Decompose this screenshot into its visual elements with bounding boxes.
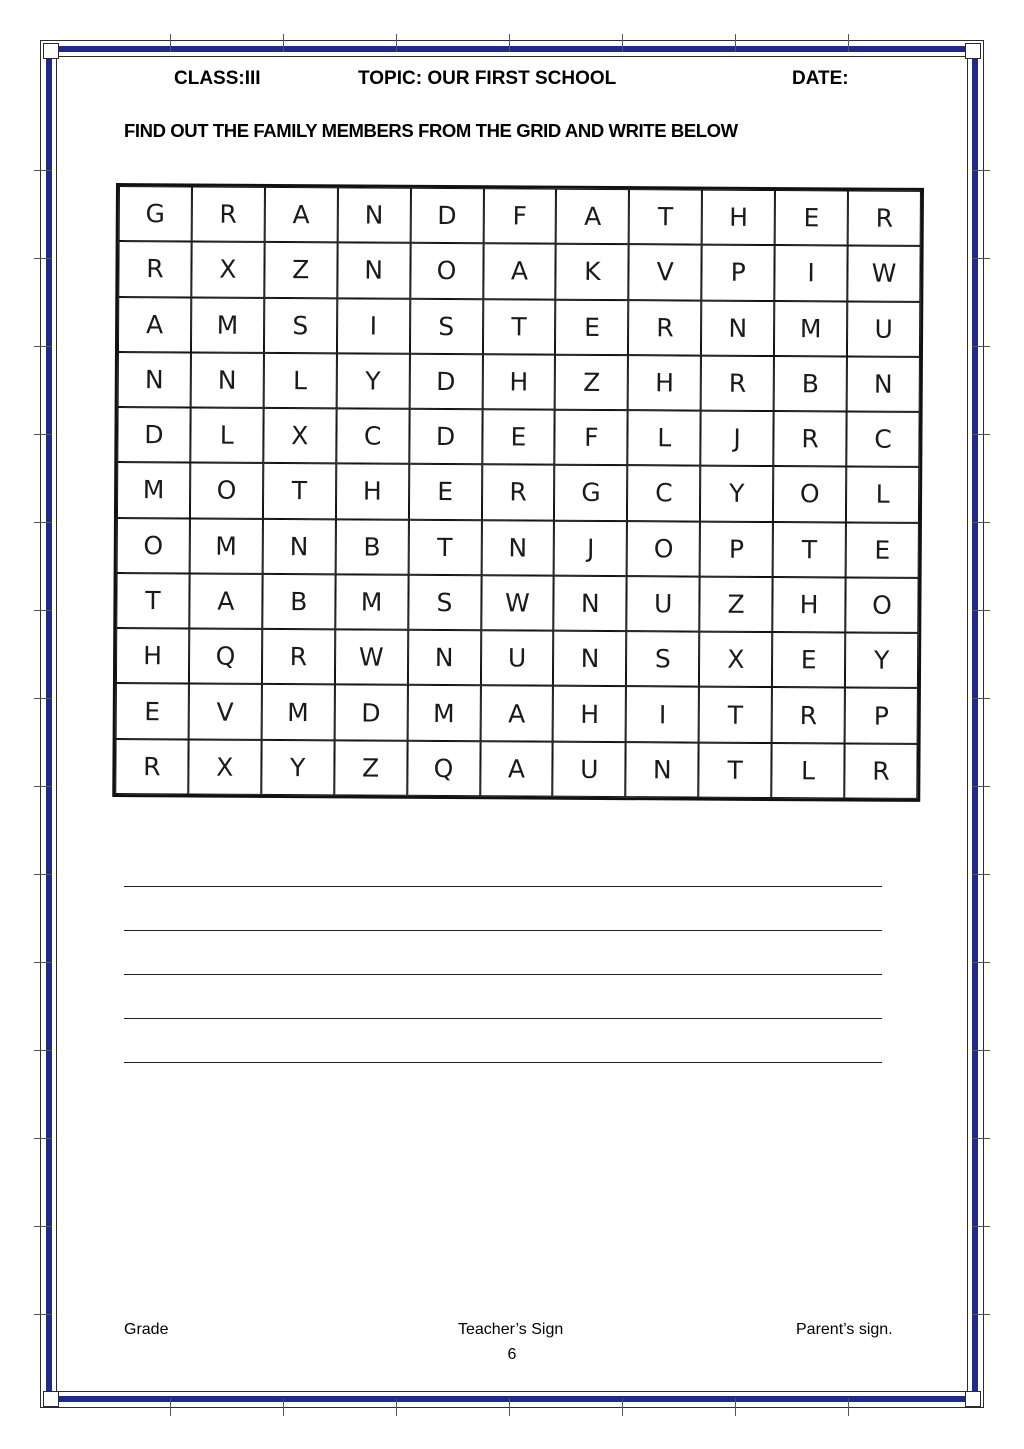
border-tick [509,1398,510,1416]
grid-cell: N [191,352,264,408]
grid-cell: R [844,743,917,799]
grid-cell: N [847,356,920,412]
grid-cell: M [335,574,408,630]
border-corner [43,1391,59,1407]
grid-cell: E [846,522,919,578]
border-tick [972,874,990,875]
grid-cell: T [408,519,481,575]
word-search-grid [112,183,924,802]
grid-cell: A [483,244,556,300]
grid-cell: X [263,408,336,464]
grid-cell: K [556,244,629,300]
grid-cell: I [337,298,410,354]
answer-line[interactable] [124,1018,882,1019]
grid-cell: E [409,464,482,520]
grid-cell: P [845,688,918,744]
grid-cell: G [554,465,627,521]
grid-cell: B [335,519,408,575]
grid-cell: M [774,301,847,357]
border-tick [34,1314,52,1315]
border-tick [972,346,990,347]
grid-cell: M [190,518,263,574]
grid-cell: O [627,521,700,577]
grid-cell: X [188,739,261,795]
grid-cell: U [553,741,626,797]
grid-cell: Q [407,741,480,797]
border-corner [43,43,59,59]
grid-cell: O [190,463,263,519]
topic-label: TOPIC: OUR FIRST SCHOOL [358,68,617,89]
grid-cell: E [775,190,848,246]
date-label: DATE: [792,68,849,89]
grid-cell: A [556,189,629,245]
grid-cell: B [262,574,335,630]
border-tick [34,170,52,171]
grid-cell: C [336,408,409,464]
grid-cell: T [482,299,555,355]
grid-cell: L [846,467,919,523]
grid-cell: E [772,632,845,688]
grid-cell: D [409,354,482,410]
grid-cell: R [701,355,774,411]
answer-line[interactable] [124,974,882,975]
border-tick [972,1226,990,1227]
grid-cell: O [773,466,846,522]
grid-cell: V [629,244,702,300]
grid-cell: S [264,297,337,353]
grid-cell: D [410,188,483,244]
grid-cell: H [482,354,555,410]
border-tick [972,786,990,787]
border-corner [965,1391,981,1407]
border-tick [34,610,52,611]
border-tick [972,522,990,523]
border-tick [972,698,990,699]
grid-cell: R [262,629,335,685]
border-tick [735,1398,736,1416]
grid-cell: M [261,684,334,740]
grid-cell: Y [845,633,918,689]
grid-cell: A [118,297,191,353]
grid-cell: E [116,683,189,739]
grid-cell: N [118,352,191,408]
border-tick [972,1314,990,1315]
grid-cell: N [553,631,626,687]
border-tick [396,34,397,52]
grid-cell: P [702,245,775,301]
grid-cell: X [191,242,264,298]
grid-cell: H [553,686,626,742]
grid-cell: U [847,301,920,357]
grid-cell: W [481,575,554,631]
grid-cell: Y [336,353,409,409]
grid-cell: E [555,299,628,355]
grid-cell: R [848,190,921,246]
grid-cell: M [407,685,480,741]
border-tick [34,1226,52,1227]
page-number: 6 [507,1346,517,1363]
parent-sign-label: Parent’s sign. [796,1321,893,1338]
border-tick [848,34,849,52]
border-tick [972,610,990,611]
grid-cell: L [628,410,701,466]
grid-cell: W [847,246,920,302]
grid-cell: L [771,743,844,799]
border-tick [283,34,284,52]
border-tick [34,698,52,699]
grid-cell: G [119,186,192,242]
grid-cell: R [772,687,845,743]
border-tick [34,434,52,435]
grid-cell: D [334,685,407,741]
grid-cell: H [336,464,409,520]
grid-cell: N [701,300,774,356]
border-tick [972,1050,990,1051]
border-tick [34,522,52,523]
border-tick [34,258,52,259]
border-corner [965,43,981,59]
grid-cell: T [629,189,702,245]
border-tick [972,1138,990,1139]
grid-cell: H [116,628,189,684]
grid-cell: C [846,412,919,468]
answer-line[interactable] [124,930,882,931]
answer-line[interactable] [124,1062,882,1063]
grid-cell: T [699,742,772,798]
grid-cell: Z [264,242,337,298]
border-tick [283,1398,284,1416]
instruction-text: FIND OUT THE FAMILY MEMBERS FROM THE GRID AND WRITE BELOW [124,120,738,141]
grid-cell: S [626,631,699,687]
grid-cell: H [702,190,775,246]
grid-cell: R [481,465,554,521]
grid-cell: F [555,410,628,466]
grid-cell: I [774,245,847,301]
grid-cell: O [410,243,483,299]
border-tick [396,1398,397,1416]
grid-cell: D [409,409,482,465]
border-tick [34,874,52,875]
grid-cell: X [699,632,772,688]
grid-cell: W [335,630,408,686]
grid-cell: M [191,297,264,353]
grid-cell: A [480,686,553,742]
grid-cell: Q [189,629,262,685]
border-tick [34,346,52,347]
grid-cell: N [408,630,481,686]
grid-cell: R [118,241,191,297]
grid-cell: R [773,411,846,467]
grid-cell: N [554,576,627,632]
grid-cell: D [117,407,190,463]
grid-cell: O [117,518,190,574]
border-tick [848,1398,849,1416]
grid-cell: C [627,465,700,521]
grid-cell: L [190,408,263,464]
grid-cell: E [482,409,555,465]
grid-cell: I [626,687,699,743]
border-tick [735,34,736,52]
grid-cell: A [264,187,337,243]
grid-cell: H [628,355,701,411]
border-tick [34,786,52,787]
grid-cell: U [480,630,553,686]
grid-cell: Z [700,576,773,632]
grid-cell: J [554,520,627,576]
grid-cell: A [189,573,262,629]
grid-cell: V [189,684,262,740]
grid-cell: N [337,243,410,299]
border-tick [622,34,623,52]
grid-cell: A [480,741,553,797]
border-tick [34,962,52,963]
grid-cell: N [262,519,335,575]
grid-cell: P [700,521,773,577]
grid-cell: N [337,187,410,243]
border-tick [34,1138,52,1139]
border-tick [972,434,990,435]
grid-cell: L [263,353,336,409]
answer-line[interactable] [124,886,882,887]
border-tick [972,962,990,963]
border-tick [170,34,171,52]
grid-cell: T [263,463,336,519]
grid-cell: B [774,356,847,412]
grid-cell: R [628,300,701,356]
grid-cell: N [481,520,554,576]
grid-cell: S [408,575,481,631]
grid-cell: Z [555,354,628,410]
grid-cell: R [115,739,188,795]
grid-cell: F [483,188,556,244]
grid-cell: J [701,411,774,467]
grid-cell: T [773,522,846,578]
grid-cell: T [699,687,772,743]
grid-cell: U [627,576,700,632]
border-tick [622,1398,623,1416]
worksheet-header [0,68,1024,96]
grid-cell: Z [334,740,407,796]
border-tick [170,1398,171,1416]
grid-cell: S [410,298,483,354]
grid-cell: M [117,462,190,518]
grid-cell: N [626,742,699,798]
grade-label: Grade [124,1321,169,1338]
border-tick [34,1050,52,1051]
grid-cell: Y [261,740,334,796]
border-tick [972,170,990,171]
grid-cell: Y [700,466,773,522]
grid-cell: T [116,573,189,629]
border-tick [972,258,990,259]
grid-cell: O [845,577,918,633]
border-tick [509,34,510,52]
grid-cell: H [772,577,845,633]
class-label: CLASS:III [174,68,261,89]
teacher-sign-label: Teacher’s Sign [458,1321,564,1338]
grid-cell: R [192,186,265,242]
